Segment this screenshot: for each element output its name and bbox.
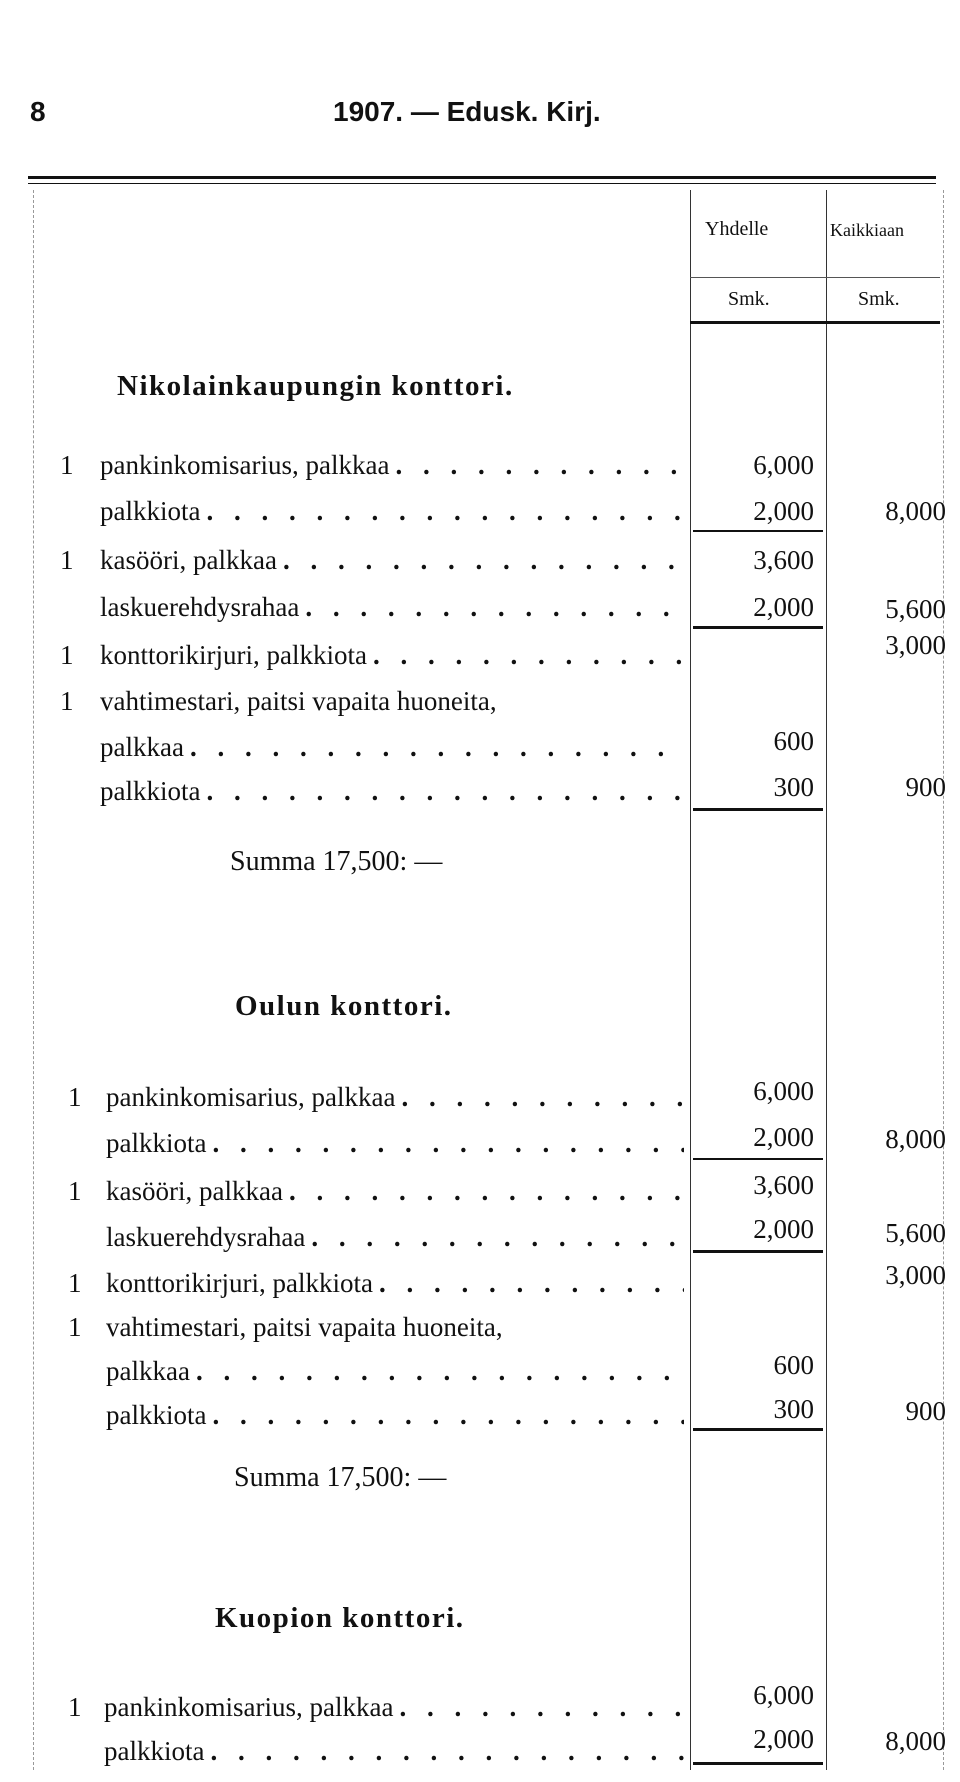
row-label: palkkiota — [100, 776, 201, 806]
top-rule — [28, 176, 936, 179]
unit-col2: Smk. — [858, 288, 900, 310]
leader-dots — [210, 1736, 684, 1767]
row-label: konttorikirjuri, palkkiota — [106, 1268, 373, 1298]
leader-dots — [379, 1268, 684, 1299]
top-rule-thin — [28, 183, 936, 184]
column-header-kaikkiaan: Kaikkiaan — [830, 220, 904, 240]
value-kaikkiaan: 3,000 — [885, 1260, 946, 1290]
subtotal-rule — [693, 1250, 823, 1253]
value-yhdelle: 2,000 — [753, 496, 814, 526]
table-row — [0, 1312, 690, 1344]
value-kaikkiaan: 900 — [905, 772, 946, 802]
row-label: kasööri, palkkaa — [106, 1176, 283, 1206]
row-label: pankinkomisarius, palkkaa — [100, 450, 390, 480]
leader-dots — [289, 1176, 684, 1207]
section-title: Oulun konttori. — [235, 990, 453, 1022]
left-margin-line — [33, 190, 34, 1770]
row-label: laskuerehdysrahaa — [106, 1222, 306, 1252]
value-yhdelle: 600 — [773, 726, 814, 756]
table-row — [0, 686, 690, 718]
value-kaikkiaan: 900 — [905, 1396, 946, 1426]
value-yhdelle: 6,000 — [753, 1680, 814, 1710]
row-count: 1 — [68, 1082, 82, 1112]
unit-underline — [690, 321, 940, 324]
value-yhdelle: 2,000 — [753, 1214, 814, 1244]
table-row — [0, 640, 690, 672]
table-row — [0, 1400, 690, 1432]
table-row — [0, 1692, 690, 1724]
row-label: vahtimestari, paitsi vapaita huoneita, — [100, 686, 497, 716]
subtotal-rule — [693, 808, 823, 811]
table-row — [0, 776, 690, 808]
value-kaikkiaan: 8,000 — [885, 1124, 946, 1154]
row-count: 1 — [68, 1312, 82, 1342]
section-summa: Summa 17,500: — — [234, 1462, 447, 1493]
subtotal-rule — [693, 626, 823, 629]
value-kaikkiaan: 8,000 — [885, 496, 946, 526]
subtotal-rule — [693, 1428, 823, 1431]
unit-col1: Smk. — [728, 288, 770, 310]
right-margin-line — [943, 190, 944, 1770]
value-yhdelle: 3,600 — [753, 1170, 814, 1200]
column-divider-2 — [826, 190, 827, 1770]
leader-dots — [206, 776, 684, 807]
value-yhdelle: 2,000 — [753, 1724, 814, 1754]
row-count: 1 — [60, 545, 74, 575]
table-row — [0, 1268, 690, 1300]
table-row — [0, 592, 690, 624]
leader-dots — [283, 545, 684, 576]
row-label: palkkiota — [104, 1736, 205, 1766]
subtotal-rule — [693, 530, 823, 532]
page-title: 1907. — Edusk. Kirj. — [333, 96, 601, 127]
row-label: palkkiota — [100, 496, 201, 526]
row-count: 1 — [60, 686, 74, 716]
table-row — [0, 1176, 690, 1208]
value-yhdelle: 300 — [773, 1394, 814, 1424]
leader-dots — [190, 732, 684, 763]
row-count: 1 — [68, 1692, 82, 1722]
leader-dots — [399, 1692, 684, 1723]
value-yhdelle: 600 — [773, 1350, 814, 1380]
row-label: laskuerehdysrahaa — [100, 592, 300, 622]
table-row — [0, 1222, 690, 1254]
value-yhdelle: 2,000 — [753, 1122, 814, 1152]
table-row — [0, 1356, 690, 1388]
row-count: 1 — [68, 1176, 82, 1206]
value-yhdelle: 3,600 — [753, 545, 814, 575]
table-row — [0, 732, 690, 764]
leader-dots — [206, 496, 684, 527]
column-header-yhdelle: Yhdelle — [705, 218, 769, 240]
leader-dots — [311, 1222, 684, 1253]
leader-dots — [395, 450, 684, 481]
header-divider — [690, 277, 940, 278]
row-label: konttorikirjuri, palkkiota — [100, 640, 367, 670]
value-kaikkiaan: 8,000 — [885, 1726, 946, 1756]
leader-dots — [196, 1356, 684, 1387]
row-label: pankinkomisarius, palkkaa — [106, 1082, 396, 1112]
row-label: pankinkomisarius, palkkaa — [104, 1692, 394, 1722]
value-yhdelle: 300 — [773, 772, 814, 802]
row-count: 1 — [68, 1268, 82, 1298]
value-yhdelle: 6,000 — [753, 450, 814, 480]
section-summa: Summa 17,500: — — [230, 846, 443, 877]
leader-dots — [212, 1128, 684, 1159]
table-row — [0, 450, 690, 482]
value-kaikkiaan: 5,600 — [885, 1218, 946, 1248]
row-count: 1 — [60, 450, 74, 480]
row-label: vahtimestari, paitsi vapaita huoneita, — [106, 1312, 503, 1342]
row-label: palkkaa — [100, 732, 184, 762]
table-row — [0, 1128, 690, 1160]
row-label: palkkiota — [106, 1128, 207, 1158]
subtotal-rule — [693, 1158, 823, 1160]
leader-dots — [373, 640, 684, 671]
value-yhdelle: 6,000 — [753, 1076, 814, 1106]
row-label: kasööri, palkkaa — [100, 545, 277, 575]
row-label: palkkiota — [106, 1400, 207, 1430]
value-kaikkiaan: 5,600 — [885, 594, 946, 624]
table-row — [0, 496, 690, 528]
leader-dots — [401, 1082, 684, 1113]
table-row — [0, 1082, 690, 1114]
leader-dots — [305, 592, 684, 623]
section-title: Kuopion konttori. — [215, 1602, 465, 1634]
table-row — [0, 545, 690, 577]
value-yhdelle: 2,000 — [753, 592, 814, 622]
table-row — [0, 1736, 690, 1768]
subtotal-rule — [693, 1762, 823, 1765]
row-label: palkkaa — [106, 1356, 190, 1386]
leader-dots — [212, 1400, 684, 1431]
page-number: 8 — [30, 96, 46, 127]
row-count: 1 — [60, 640, 74, 670]
section-title: Nikolainkaupungin konttori. — [117, 370, 514, 402]
value-kaikkiaan: 3,000 — [885, 630, 946, 660]
column-divider-1 — [690, 190, 691, 1770]
